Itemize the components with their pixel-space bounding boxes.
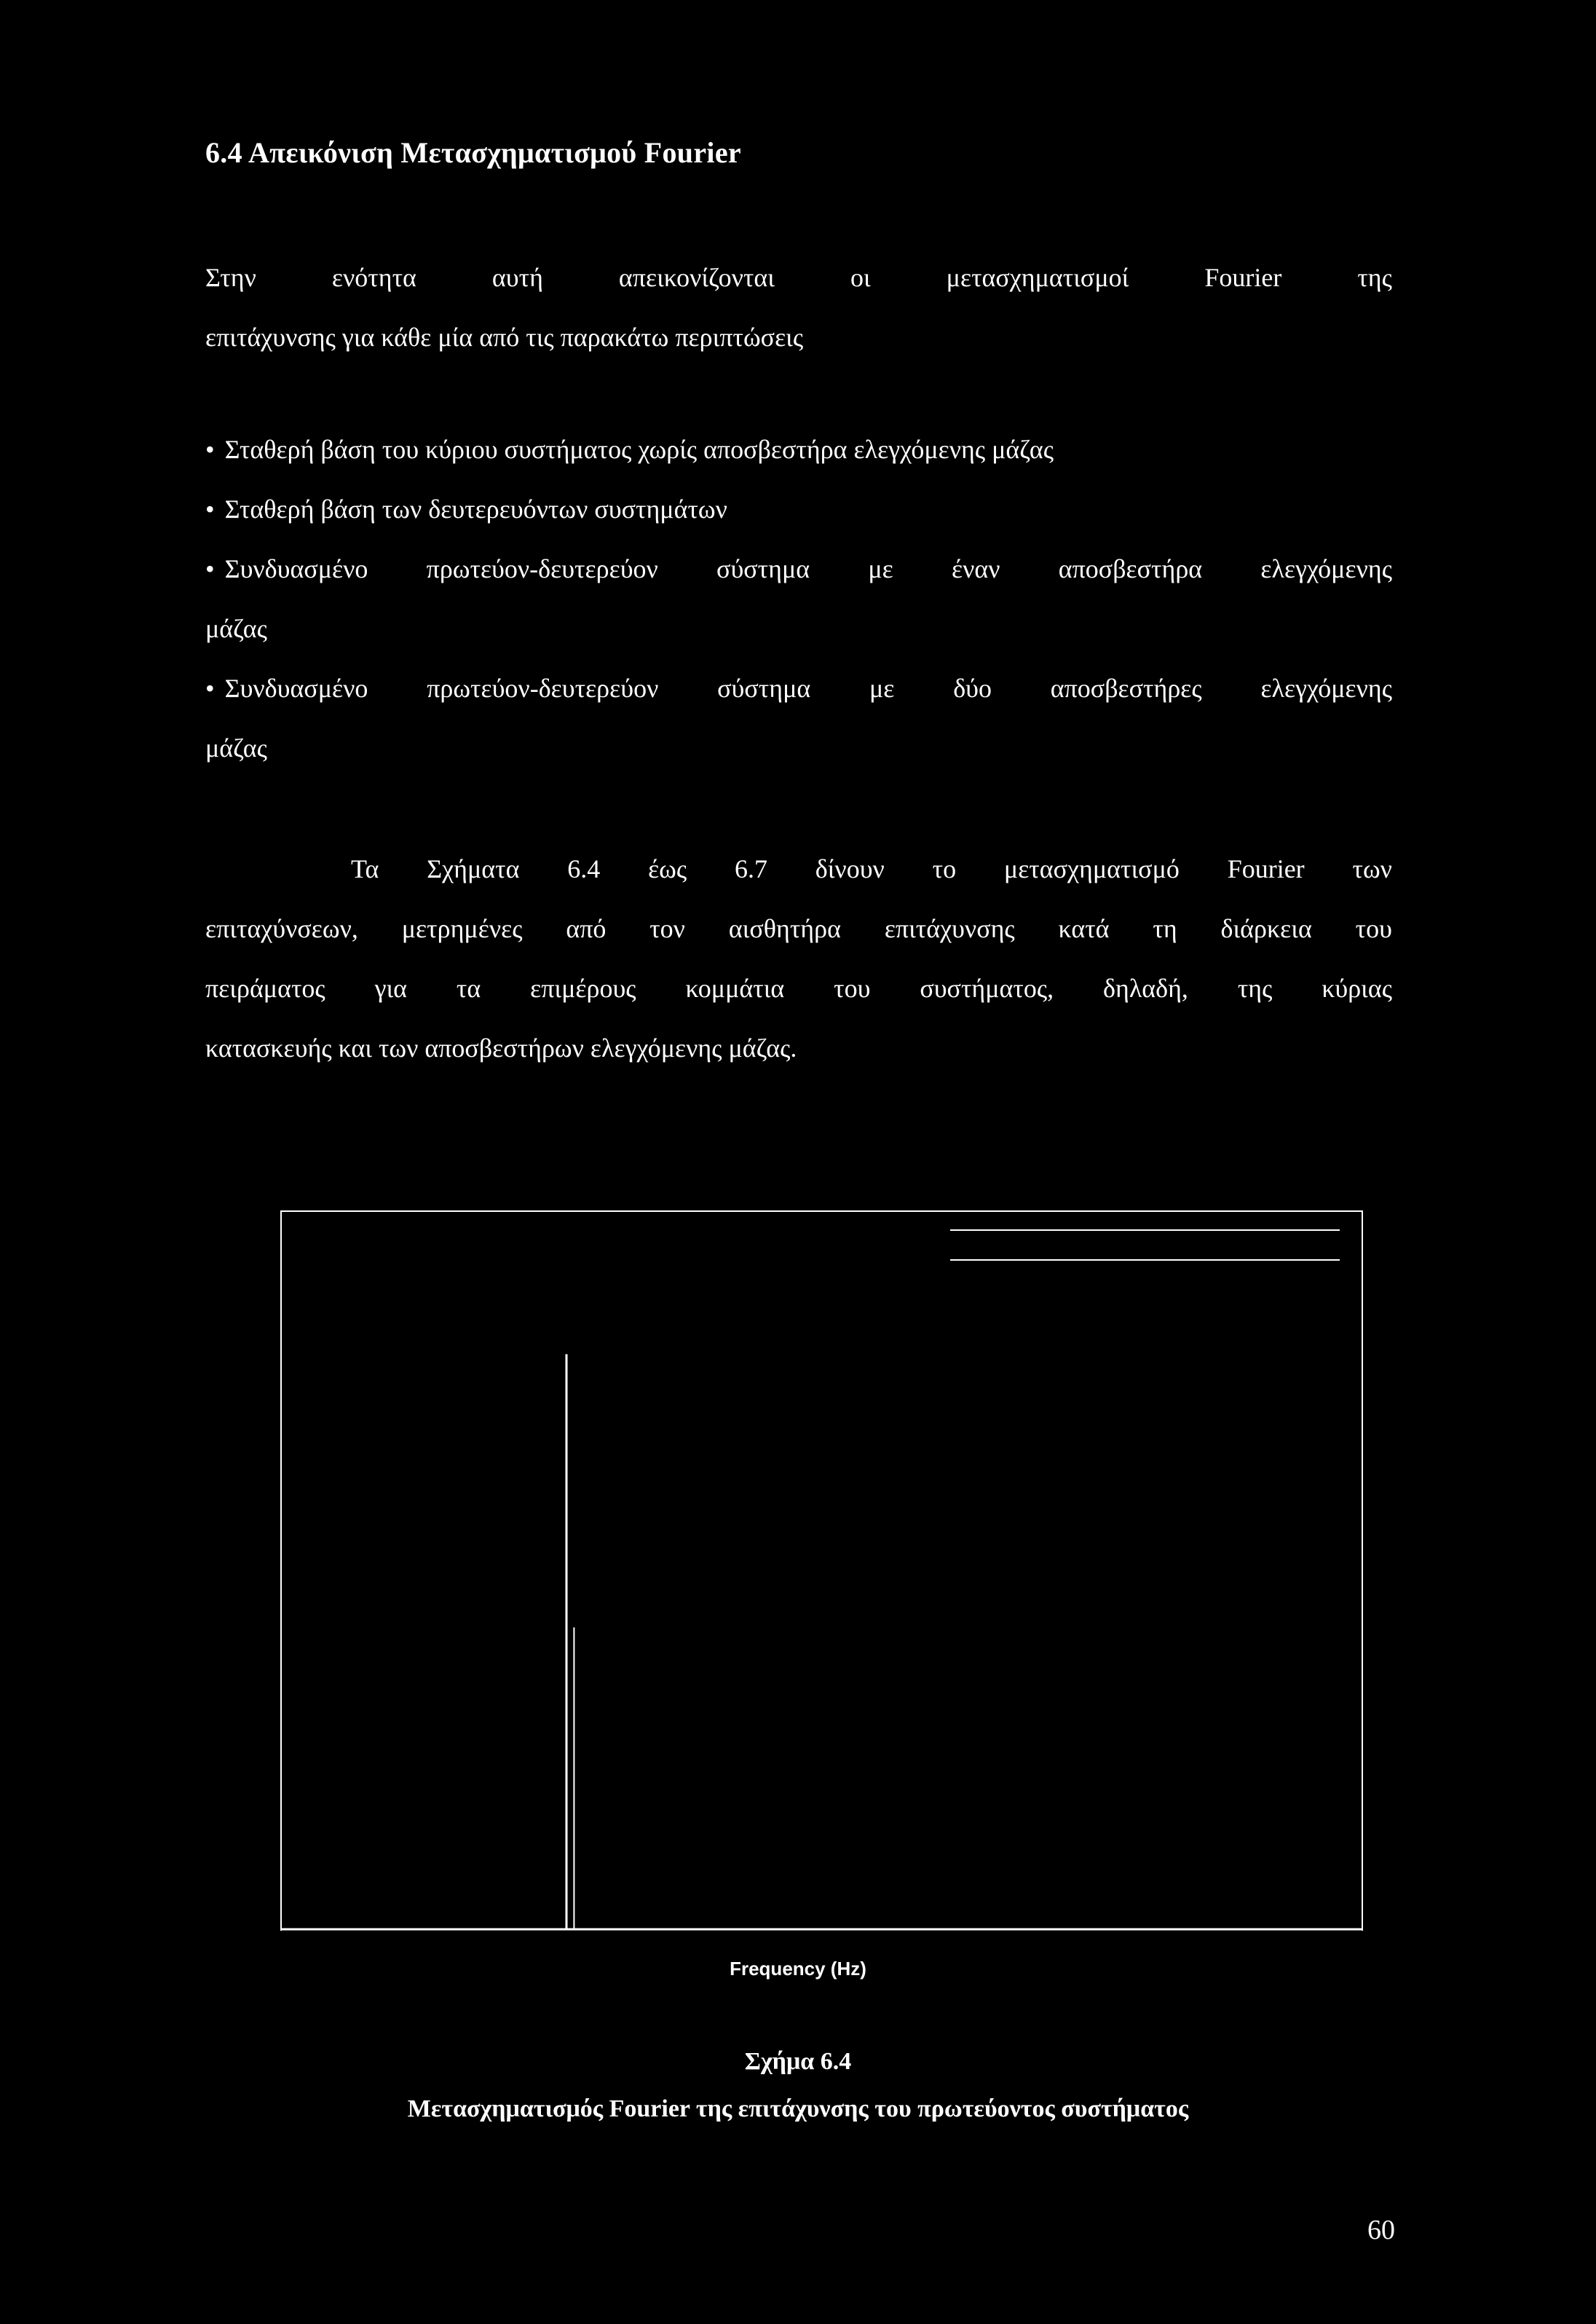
word: επιμέρους — [530, 974, 636, 1003]
word: κομμάτια — [685, 974, 785, 1003]
page-number: 60 — [1367, 2215, 1395, 2245]
word: Τα — [351, 854, 379, 883]
bullet-list — [205, 419, 1392, 778]
word: πρωτεύον-δευτερεύον — [426, 554, 658, 583]
word: από — [566, 914, 607, 943]
word: οι — [850, 263, 871, 292]
word: πρωτεύον-δευτερεύον — [427, 674, 659, 703]
word: αποσβεστήρα — [1058, 554, 1203, 583]
bullet-marker: • — [205, 495, 215, 524]
word: αποσβεστήρες — [1050, 674, 1202, 703]
word: 6.4 — [567, 854, 601, 883]
word: της — [1357, 263, 1392, 292]
word: διάρκεια — [1220, 914, 1312, 943]
word: το — [932, 854, 957, 883]
word: αισθητήρα — [728, 914, 841, 943]
word: ενότητα — [331, 263, 416, 292]
figure-caption-text: Μετασχηματισμός Fourier της επιτάχυνσης του πρωτεύοντος συστήματος — [407, 2095, 1189, 2122]
bullet-text-line-2: μάζας — [205, 733, 267, 763]
word: Σχήματα — [427, 854, 520, 883]
figure-caption-number: Σχήμα 6.4 — [744, 2048, 852, 2075]
word: πειράματος — [205, 974, 325, 1003]
section-title: 6.4 Απεικόνιση Μετασχηματισμού Fourier — [205, 136, 741, 169]
word: Fourier — [1204, 263, 1282, 292]
word: σύστημα — [717, 674, 811, 703]
fourier-plot — [280, 1210, 1365, 1939]
word: δηλαδή, — [1103, 974, 1188, 1003]
word: τη — [1153, 914, 1177, 943]
word: κατά — [1058, 914, 1110, 943]
x-axis-label: Frequency (Hz) — [730, 1958, 866, 1980]
body-paragraph — [205, 839, 1392, 1078]
word: συστήματος, — [920, 974, 1054, 1003]
bullet-text: Σταθερή βάση του κύριου συστήματος χωρίς αποσβεστήρα ελεγχόμενης μάζας — [224, 435, 1054, 464]
word: του — [1355, 914, 1392, 943]
bullet-text-line-1 — [205, 539, 1392, 599]
word: της — [1237, 974, 1273, 1003]
word: ελεγχόμενης — [1260, 674, 1392, 703]
word: του — [834, 974, 871, 1003]
body-line-4: κατασκευής και των αποσβεστήρων ελεγχόμενης μάζας. — [205, 1033, 797, 1063]
word: 6.7 — [734, 854, 767, 883]
word: δύο — [953, 674, 992, 703]
intro-line-2: επιτάχυνσης για κάθε μία από τις παρακάτω περιπτώσεις — [205, 323, 804, 352]
word: • Συνδυασμένο — [205, 674, 368, 703]
word: Fourier — [1227, 854, 1305, 883]
word: με — [868, 554, 893, 583]
word: έως — [648, 854, 687, 883]
word: απεικονίζονται — [618, 263, 775, 292]
bullet-text: Σταθερή βάση των δευτερευόντων συστημάτων — [224, 495, 727, 524]
word: δίνουν — [815, 854, 885, 883]
bullet-text-line-2: μάζας — [205, 614, 267, 643]
word: τα — [456, 974, 481, 1003]
word: μετρημένες — [401, 914, 523, 943]
word: επιτάχυνσης — [884, 914, 1015, 943]
word: των — [1352, 854, 1392, 883]
list-item — [205, 419, 1392, 479]
word: επιταχύνσεων, — [205, 914, 358, 943]
word: αυτή — [491, 263, 543, 292]
word: Στην — [205, 263, 256, 292]
word: σύστημα — [716, 554, 810, 583]
bullet-marker: • — [205, 435, 215, 464]
word: κύριας — [1322, 974, 1392, 1003]
word: με — [869, 674, 895, 703]
list-item — [205, 658, 1392, 778]
body-line-3 — [205, 958, 1392, 1018]
body-line-1 — [205, 839, 1392, 899]
intro-paragraph — [205, 248, 1392, 367]
bullet-text-line-1 — [205, 658, 1392, 718]
word: για — [374, 974, 408, 1003]
word: έναν — [952, 554, 1000, 583]
list-item — [205, 539, 1392, 658]
word: τον — [649, 914, 685, 943]
body-line-2 — [205, 899, 1392, 958]
word: ελεγχόμενης — [1260, 554, 1392, 583]
intro-line-1 — [205, 248, 1392, 307]
word: μετασχηματισμό — [1003, 854, 1180, 883]
list-item — [205, 479, 1392, 539]
word: • Συνδυασμένο — [205, 554, 368, 583]
word: μετασχηματισμοί — [946, 263, 1129, 292]
